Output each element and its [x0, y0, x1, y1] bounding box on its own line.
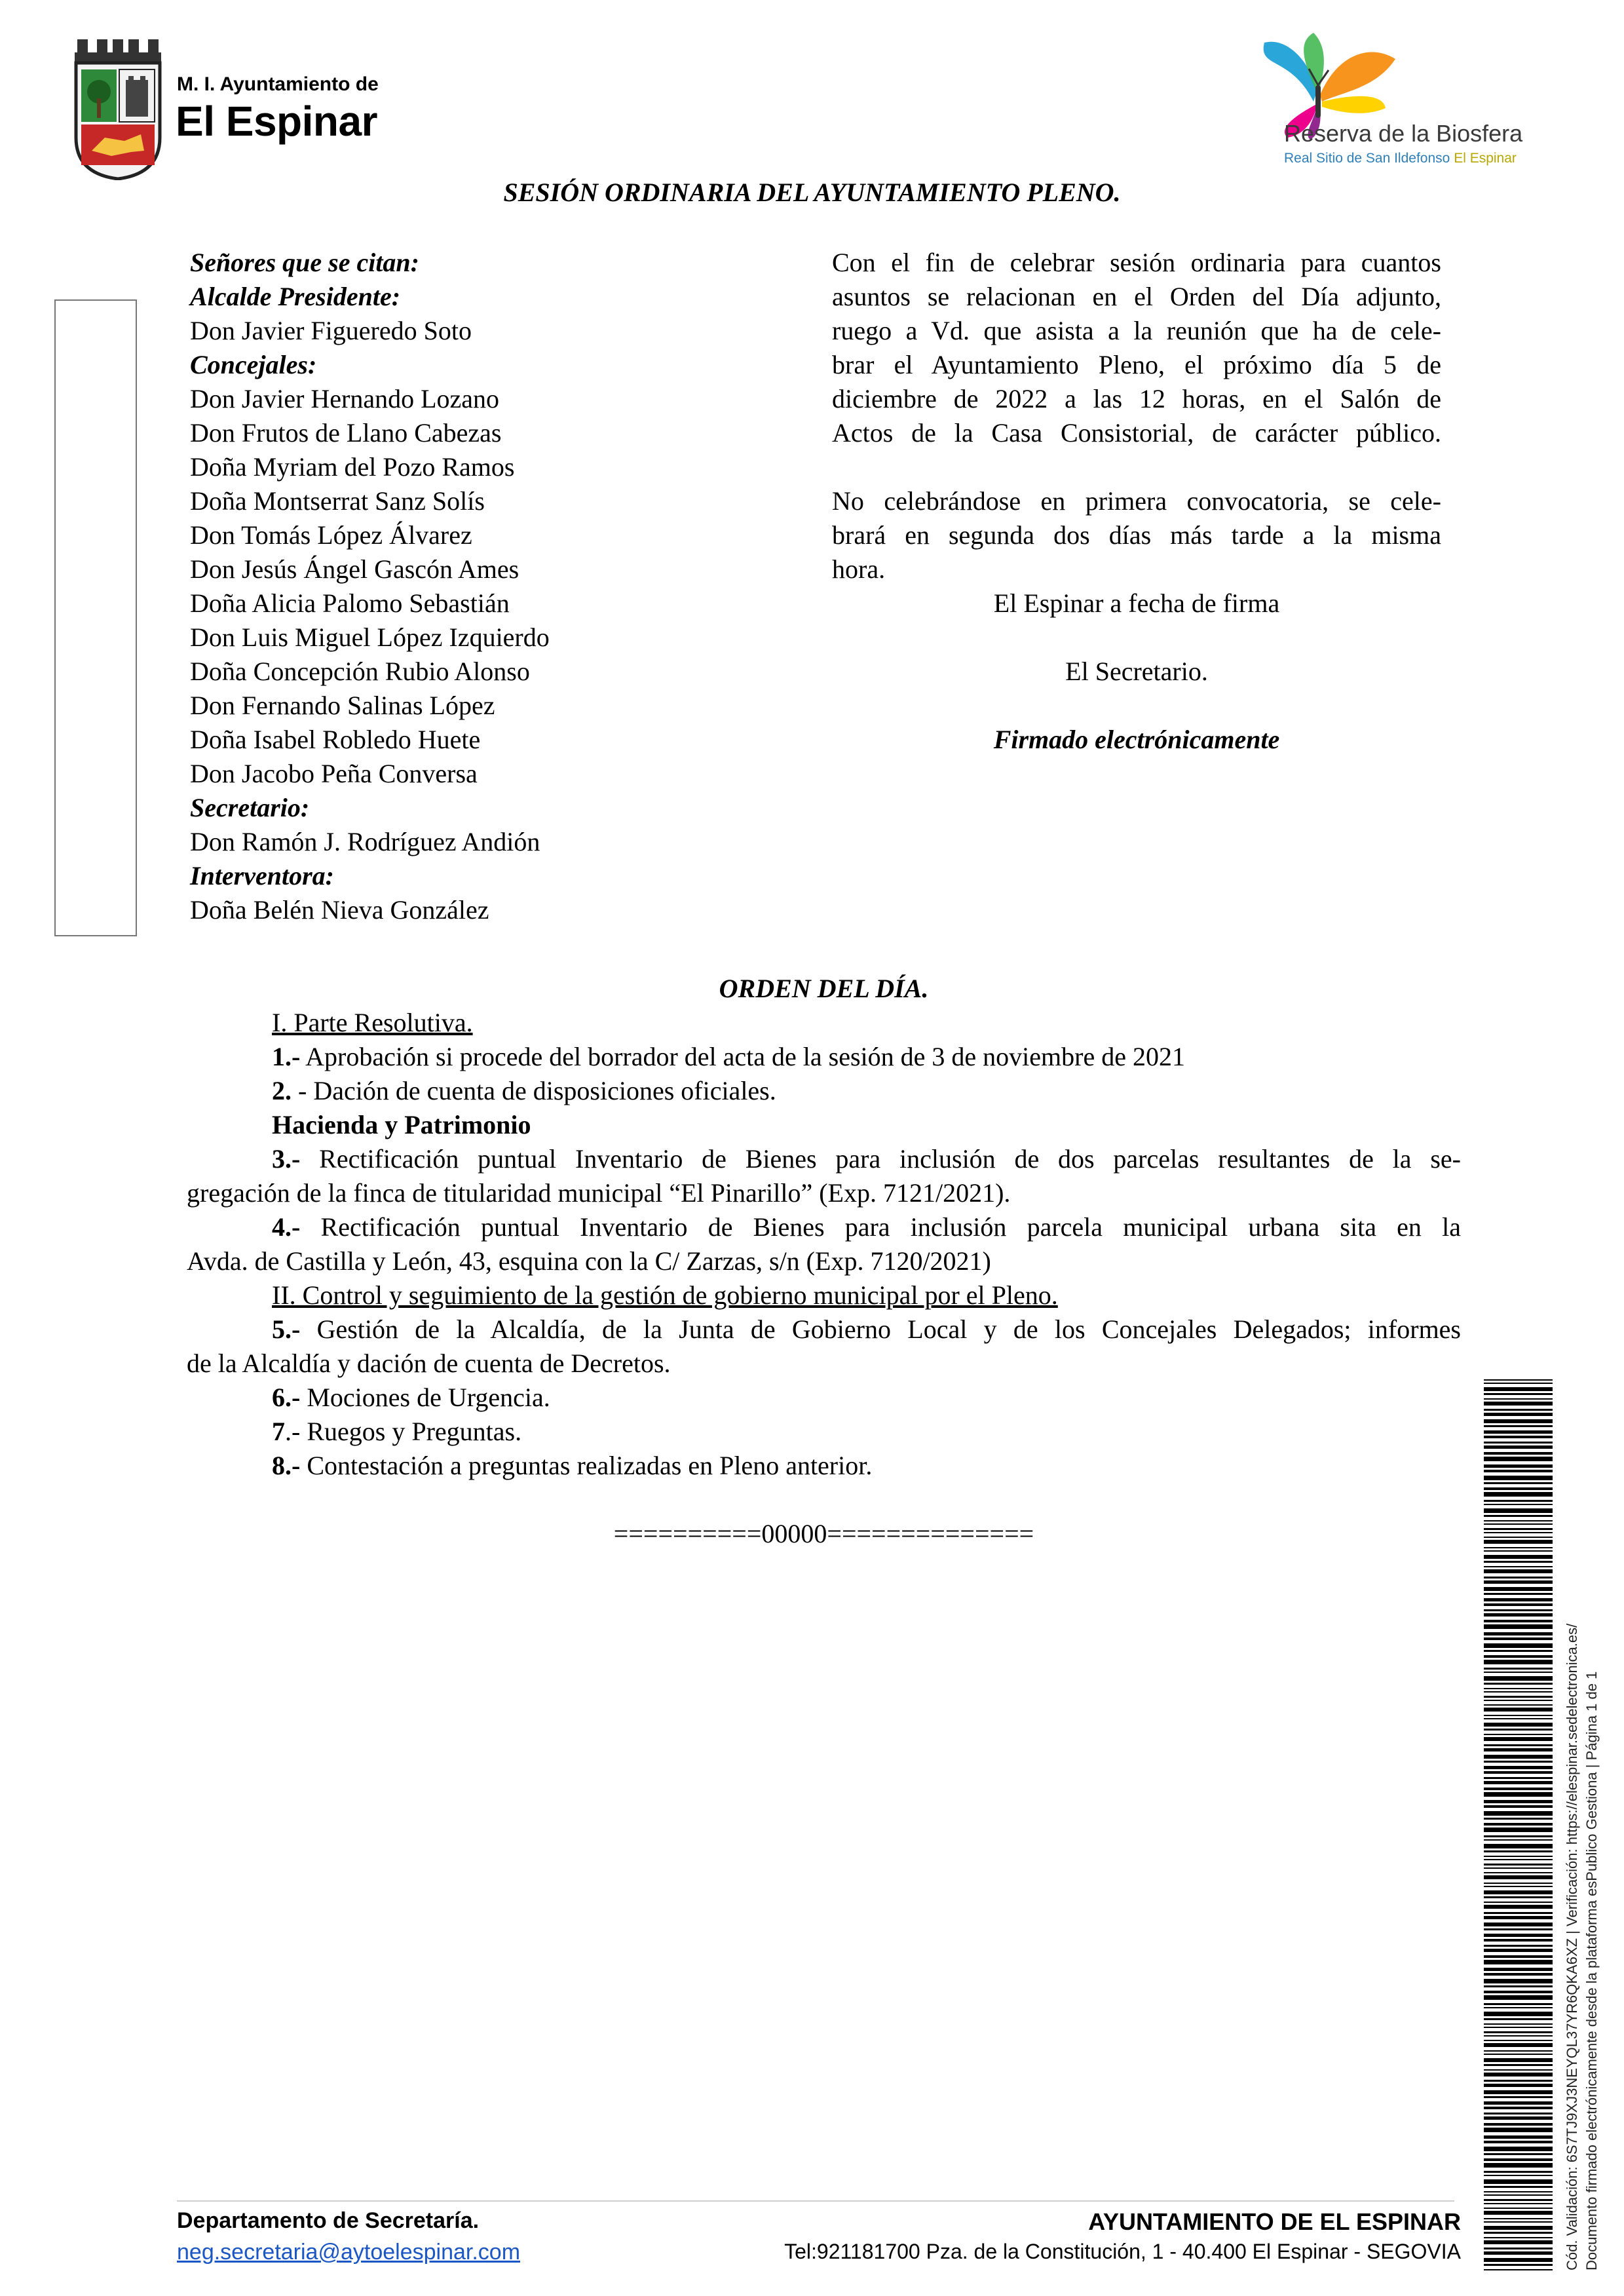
secretary-heading: Secretario:	[190, 793, 310, 822]
barcode-bar	[1484, 1402, 1553, 1406]
barcode-bar	[1484, 1383, 1553, 1384]
item-number: 8.-	[272, 1451, 301, 1480]
councillor-name: Doña Isabel Robledo Huete	[190, 725, 481, 754]
barcode-bar	[1484, 1379, 1553, 1381]
barcode-bar	[1484, 1492, 1553, 1497]
barcode-bar	[1484, 1718, 1553, 1719]
barcode-bar	[1484, 1839, 1553, 1841]
barcode-bar	[1484, 1613, 1553, 1617]
barcode-bar	[1484, 1672, 1553, 1673]
barcode-bar	[1484, 1844, 1553, 1848]
barcode-bar	[1484, 1655, 1553, 1658]
barcode-bar	[1484, 2141, 1553, 2143]
barcode-bar	[1484, 1523, 1553, 1525]
barcode-bar	[1484, 1700, 1553, 1701]
barcode-bar	[1484, 1708, 1553, 1712]
barcode-bar	[1484, 2258, 1553, 2262]
barcode-bar	[1484, 2043, 1553, 2047]
barcode-bar	[1484, 2226, 1553, 2230]
barcode-bar	[1484, 1923, 1553, 1926]
barcode-bar	[1484, 1620, 1553, 1622]
barcode-bar	[1484, 1603, 1553, 1606]
paragraph-gap	[832, 450, 1441, 484]
barcode-bar	[1484, 1387, 1553, 1391]
attendees-list	[190, 246, 550, 927]
signature-note: Firmado electrónicamente	[993, 725, 1280, 754]
barcode-bar	[1484, 1688, 1553, 1689]
footer-divider	[177, 2200, 1454, 2202]
paragraph-gap	[832, 621, 1441, 655]
barcode-bar	[1484, 1393, 1553, 1395]
barcode-bar	[1484, 1960, 1553, 1964]
barcode-bar	[1484, 1771, 1553, 1774]
barcode-bar	[1484, 2147, 1553, 2151]
barcode-bar	[1484, 1561, 1553, 1563]
barcode-bar	[1484, 2208, 1553, 2209]
summons-line: brar el Ayuntamiento Pleno, el próximo día 5 de	[832, 350, 1441, 379]
summons-line: Con el fin de celebrar sesión ordinaria para cuantos	[832, 248, 1441, 277]
barcode-bar	[1484, 2179, 1553, 2184]
biosphere-title: Reserva de la Biosfera	[1284, 120, 1523, 147]
councillor-name: Doña Concepción Rubio Alonso	[190, 657, 530, 686]
barcode-bar	[1484, 1500, 1553, 1502]
agenda-item-1	[187, 1040, 1461, 1074]
barcode-bar	[1484, 1928, 1553, 1930]
barcode-bar	[1484, 2211, 1553, 2215]
summons-text	[832, 246, 1441, 757]
barcode-bar	[1484, 1609, 1553, 1611]
secretary-name: Don Ramón J. Rodríguez Andión	[190, 827, 540, 856]
item-number: 2.	[272, 1076, 292, 1105]
barcode-bar	[1484, 1781, 1553, 1784]
session-title: SESIÓN ORDINARIA DEL AYUNTAMIENTO PLENO.	[503, 178, 1121, 207]
barcode-bar	[1484, 2221, 1553, 2223]
barcode-bar	[1484, 1540, 1553, 1544]
barcode-bar	[1484, 1985, 1553, 1987]
validation-line-2: Documento firmado electrónicamente desde la plataforma esPublico Gestiona | Página 1 de 1	[1583, 1671, 1600, 2270]
barcode-bar	[1484, 2058, 1553, 2062]
barcode-bar	[1484, 1886, 1553, 1887]
barcode-bar	[1484, 1912, 1553, 1914]
councillor-name: Don Javier Hernando Lozano	[190, 384, 500, 413]
summons-line: ruego a Vd. que asista a la reunión que ha de cele-	[832, 316, 1441, 345]
agenda-item-2	[187, 1074, 1461, 1108]
agenda-part-2: II. Control y seguimiento de la gestión de gobierno municipal por el Pleno.	[272, 1280, 1058, 1310]
barcode-bar	[1484, 2027, 1553, 2028]
barcode-bar	[1484, 1537, 1553, 1538]
item-text: Mociones de Urgencia.	[300, 1383, 550, 1412]
barcode-bar	[1484, 1955, 1553, 1958]
barcode-bar	[1484, 1823, 1553, 1826]
barcode-bar	[1484, 2128, 1553, 2132]
barcode-bar	[1484, 1734, 1553, 1735]
item-number: 6.-	[272, 1383, 301, 1412]
barcode-bar	[1484, 1737, 1553, 1741]
barcode-bar	[1484, 1598, 1553, 1601]
item-text: Gestión de la Alcaldía, de la Junta de Gobierno Local y de los Concejales Delegados; informes	[300, 1314, 1461, 1344]
agenda-item-3	[187, 1142, 1461, 1176]
barcode-bar	[1484, 1761, 1553, 1763]
barcode-bar	[1484, 1777, 1553, 1779]
barcode-bar	[1484, 2163, 1553, 2168]
validation-text	[1562, 1624, 1602, 2270]
item-number: 5.-	[272, 1314, 301, 1344]
agenda-part-1: I. Parte Resolutiva.	[272, 1008, 473, 1037]
barcode-bar	[1484, 2116, 1553, 2120]
barcode-bar	[1484, 2191, 1553, 2192]
councillors-heading: Concejales:	[190, 350, 317, 379]
councillor-name: Don Frutos de Llano Cabezas	[190, 418, 502, 448]
barcode-bar	[1484, 2101, 1553, 2105]
barcode-bar	[1484, 2054, 1553, 2055]
barcode-bar	[1484, 2194, 1553, 2196]
barcode-bar	[1484, 1569, 1553, 1573]
barcode-bar	[1484, 1788, 1553, 1790]
barcode-bar	[1484, 1487, 1553, 1490]
barcode-bar	[1484, 1430, 1553, 1434]
barcode-bar	[1484, 2248, 1553, 2249]
barcode-bar	[1484, 1436, 1553, 1438]
barcode-bar	[1484, 1504, 1553, 1505]
barcode-bar	[1484, 1547, 1553, 1548]
barcode-bar	[1484, 1676, 1553, 1681]
agenda-item-6	[187, 1381, 1461, 1415]
barcode-bar	[1484, 1442, 1553, 1444]
barcode-bar	[1484, 2251, 1553, 2255]
barcode-bar	[1484, 2050, 1553, 2052]
barcode-bar	[1484, 2096, 1553, 2098]
barcode-bar	[1484, 1991, 1553, 1993]
barcode-bar	[1484, 1973, 1553, 1976]
biosphere-subtitle-a: Real Sitio de San Ildefonso	[1284, 151, 1450, 166]
barcode-bar	[1484, 1550, 1553, 1552]
agenda-item-3-cont: gregación de la finca de titularidad municipal “El Pinarillo” (Exp. 7121/2021).	[187, 1178, 1011, 1208]
barcode-bar	[1484, 1883, 1553, 1884]
barcode-bar	[1484, 2018, 1553, 2020]
agenda-item-4	[187, 1210, 1461, 1244]
signer: El Secretario.	[1065, 657, 1208, 686]
validation-line-1: Cód. Validación: 6S7TJ9XJ3NEYQL37YR6QKA6XZ | Verificación: https://elespinar.sedelectronica.es/	[1564, 1623, 1580, 2270]
footer-organization: AYUNTAMIENTO DE EL ESPINAR	[1088, 2208, 1461, 2235]
agenda-item-4-cont: Avda. de Castilla y León, 43, esquina con la C/ Zarzas, s/n (Exp. 7120/2021)	[187, 1246, 991, 1276]
barcode-bar	[1484, 1916, 1553, 1919]
barcode-bar	[1484, 1632, 1553, 1636]
barcode-bar	[1484, 2264, 1553, 2266]
coat-of-arms-logo	[72, 39, 164, 180]
item-number: 7	[272, 1417, 285, 1446]
barcode-bar	[1484, 2090, 1553, 2094]
agenda-item-7	[187, 1415, 1461, 1449]
agenda-section: Hacienda y Patrimonio	[272, 1110, 531, 1139]
barcode-bar	[1484, 1934, 1553, 1937]
barcode-bar	[1484, 1691, 1553, 1693]
barcode-bar	[1484, 1577, 1553, 1578]
registry-stamp-box	[54, 299, 137, 936]
councillor-name: Don Fernando Salinas López	[190, 691, 495, 720]
barcode-bar	[1484, 1398, 1553, 1400]
barcode-bar	[1484, 1872, 1553, 1873]
barcode-bar	[1484, 1660, 1553, 1664]
barcode-bar	[1484, 1805, 1553, 1808]
barcode-bar	[1484, 1729, 1553, 1731]
councillor-name: Don Jacobo Peña Conversa	[190, 759, 478, 788]
barcode-bar	[1484, 1452, 1553, 1455]
mayor-name: Don Javier Figueredo Soto	[190, 316, 472, 345]
barcode-bar	[1484, 2107, 1553, 2109]
footer-department: Departamento de Secretaría.	[177, 2208, 480, 2233]
barcode-bar	[1484, 2012, 1553, 2016]
barcode-bar	[1484, 2073, 1553, 2076]
item-text: Contestación a preguntas realizadas en Pleno anterior.	[300, 1451, 873, 1480]
barcode-bar	[1484, 1875, 1553, 1879]
barcode-bar	[1484, 1818, 1553, 1820]
mayor-heading: Alcalde Presidente:	[190, 282, 401, 311]
auditor-name: Doña Belén Nieva González	[190, 895, 489, 925]
barcode-bar	[1484, 1482, 1553, 1484]
barcode-bar	[1484, 1445, 1553, 1449]
barcode-bar	[1484, 1896, 1553, 1898]
barcode-bar	[1484, 1470, 1553, 1472]
barcode-bar	[1484, 1425, 1553, 1427]
barcode-bar	[1484, 1419, 1553, 1423]
councillor-name: Don Tomás López Álvarez	[190, 520, 472, 550]
barcode-bar	[1484, 1520, 1553, 1521]
barcode-bar	[1484, 2237, 1553, 2238]
paragraph-gap	[832, 689, 1441, 723]
summons-line: hora.	[832, 554, 886, 584]
barcode-bar	[1484, 1715, 1553, 1716]
barcode-bar	[1484, 1744, 1553, 1746]
barcode-bar	[1484, 2218, 1553, 2219]
barcode-bar	[1484, 1827, 1553, 1832]
barcode-bar	[1484, 1748, 1553, 1751]
barcode-bar	[1484, 1409, 1553, 1411]
footer-contact: Tel:921181700 Pza. de la Constitución, 1 - 40.400 El Espinar - SEGOVIA	[784, 2240, 1461, 2263]
item-number: 3.-	[272, 1144, 301, 1174]
barcode-bar	[1484, 1979, 1553, 1983]
auditor-heading: Interventora:	[190, 861, 334, 890]
barcode-bar	[1484, 2158, 1553, 2161]
barcode-bar	[1484, 2069, 1553, 2071]
item-text: Aprobación si procede del borrador del acta de la sesión de 3 de noviembre de 2021	[300, 1042, 1185, 1071]
agenda-heading: ORDEN DEL DÍA.	[719, 974, 929, 1003]
barcode-bar	[1484, 1515, 1553, 1517]
barcode-bar	[1484, 2123, 1553, 2126]
barcode-bar	[1484, 1637, 1553, 1640]
item-text: Rectificación puntual Inventario de Bienes para inclusión de dos parcelas resultantes de la se-	[300, 1144, 1461, 1174]
barcode-bar	[1484, 1413, 1553, 1416]
barcode-bar	[1484, 1696, 1553, 1698]
barcode-bar	[1484, 1939, 1553, 1942]
barcode-bar	[1484, 1566, 1553, 1567]
barcode-bar	[1484, 2040, 1553, 2041]
barcode-bar	[1484, 2186, 1553, 2188]
barcode-bar	[1484, 1945, 1553, 1947]
barcode-bar	[1484, 2203, 1553, 2204]
barcode-bar	[1484, 1835, 1553, 1837]
agenda-item-5	[187, 1312, 1461, 1347]
barcode-bar	[1484, 1464, 1553, 1468]
barcode-bar	[1484, 1704, 1553, 1706]
footer-email-link[interactable]: neg.secretaria@aytoelespinar.com	[177, 2240, 521, 2265]
barcode-bar	[1484, 1995, 1553, 2000]
barcode-bar	[1484, 2031, 1553, 2033]
summons-line: diciembre de 2022 a las 12 horas, en el Salón de	[832, 384, 1441, 413]
barcode-bar	[1484, 1650, 1553, 1652]
barcode-bar	[1484, 1643, 1553, 1648]
barcode-bar	[1484, 2035, 1553, 2037]
barcode-bar	[1484, 1476, 1553, 1480]
barcode-bar	[1484, 1683, 1553, 1685]
councillor-name: Doña Alicia Palomo Sebastián	[190, 588, 510, 618]
paragraph-gap	[187, 1483, 1461, 1517]
barcode-bar	[1484, 1811, 1553, 1816]
agenda-item-5-cont: de la Alcaldía y dación de cuenta de Decretos.	[187, 1349, 671, 1378]
barcode-bar	[1484, 1508, 1553, 1513]
barcode-bar	[1484, 1532, 1553, 1533]
councillor-name: Don Jesús Ángel Gascón Ames	[190, 554, 519, 584]
summons-line: No celebrándose en primera convocatoria, se cele-	[832, 486, 1441, 516]
municipality-prefix: M. I. Ayuntamiento de	[177, 73, 379, 95]
barcode-bar	[1484, 1723, 1553, 1727]
barcode-bar	[1484, 1528, 1553, 1530]
barcode-bar	[1484, 1800, 1553, 1803]
place-date: El Espinar a fecha de firma	[993, 588, 1280, 618]
barcode-bar	[1484, 1792, 1553, 1797]
barcode-bar	[1484, 1859, 1553, 1860]
councillor-name: Doña Montserrat Sanz Solís	[190, 486, 485, 516]
item-number: 4.-	[272, 1212, 301, 1242]
barcode-bar	[1484, 2232, 1553, 2234]
barcode-bar	[1484, 1890, 1553, 1894]
barcode-bar	[1484, 2153, 1553, 2155]
barcode-bar	[1484, 1580, 1553, 1584]
barcode-bar	[1484, 1766, 1553, 1769]
councillor-name: Don Luis Miguel López Izquierdo	[190, 622, 550, 652]
barcode-bar	[1484, 1867, 1553, 1869]
barcode-bar	[1484, 2135, 1553, 2139]
item-number: 1.-	[272, 1042, 301, 1071]
barcode-bar	[1484, 1593, 1553, 1595]
barcode-bar	[1484, 2113, 1553, 2114]
barcode-bar	[1484, 2171, 1553, 2173]
barcode-bar	[1484, 2003, 1553, 2005]
agenda-item-8	[187, 1449, 1461, 1483]
barcode-bar	[1484, 1949, 1553, 1952]
item-text: Rectificación puntual Inventario de Bienes para inclusión parcela municipal urbana sita en la	[300, 1212, 1461, 1242]
biosphere-subtitle	[1284, 151, 1517, 166]
barcode-bar	[1484, 1850, 1553, 1852]
attendees-heading: Señores que se citan:	[190, 248, 419, 277]
barcode-bar	[1484, 1755, 1553, 1759]
councillor-name: Doña Myriam del Pozo Ramos	[190, 452, 515, 482]
barcode-bar	[1484, 2240, 1553, 2244]
barcode-bar	[1484, 1624, 1553, 1629]
barcode-bar	[1484, 2269, 1553, 2270]
biosphere-subtitle-b: El Espinar	[1454, 151, 1517, 166]
barcode-bar	[1484, 2007, 1553, 2008]
barcode-bar	[1484, 2199, 1553, 2201]
barcode-bar	[1484, 2080, 1553, 2082]
barcode-bar	[1484, 2064, 1553, 2066]
barcode-bar	[1484, 1968, 1553, 1971]
barcode-bar	[1484, 1457, 1553, 1461]
barcode-bar	[1484, 1587, 1553, 1591]
summons-line: brará en segunda dos días más tarde a la misma	[832, 520, 1441, 550]
item-text: - Dación de cuenta de disposiciones oficiales.	[292, 1076, 776, 1105]
barcode-bar	[1484, 1856, 1553, 1857]
barcode-bar	[1484, 1555, 1553, 1559]
barcode-bar	[1484, 1668, 1553, 1670]
end-marker: ==========00000==============	[613, 1519, 1034, 1548]
summons-line: Actos de la Casa Consistorial, de carácter público.	[832, 418, 1441, 448]
agenda	[187, 972, 1461, 1551]
summons-line: asuntos se relacionan en el Orden del Día adjunto,	[832, 282, 1441, 311]
barcode-bar	[1484, 2084, 1553, 2087]
validation-barcode	[1484, 1379, 1553, 2270]
barcode-bar	[1484, 1864, 1553, 1866]
item-text: .- Ruegos y Preguntas.	[285, 1417, 522, 1446]
municipality-name: El Espinar	[176, 98, 377, 145]
barcode-bar	[1484, 1902, 1553, 1903]
barcode-bar	[1484, 2175, 1553, 2176]
barcode-bar	[1484, 2023, 1553, 2025]
barcode-bar	[1484, 1905, 1553, 1909]
